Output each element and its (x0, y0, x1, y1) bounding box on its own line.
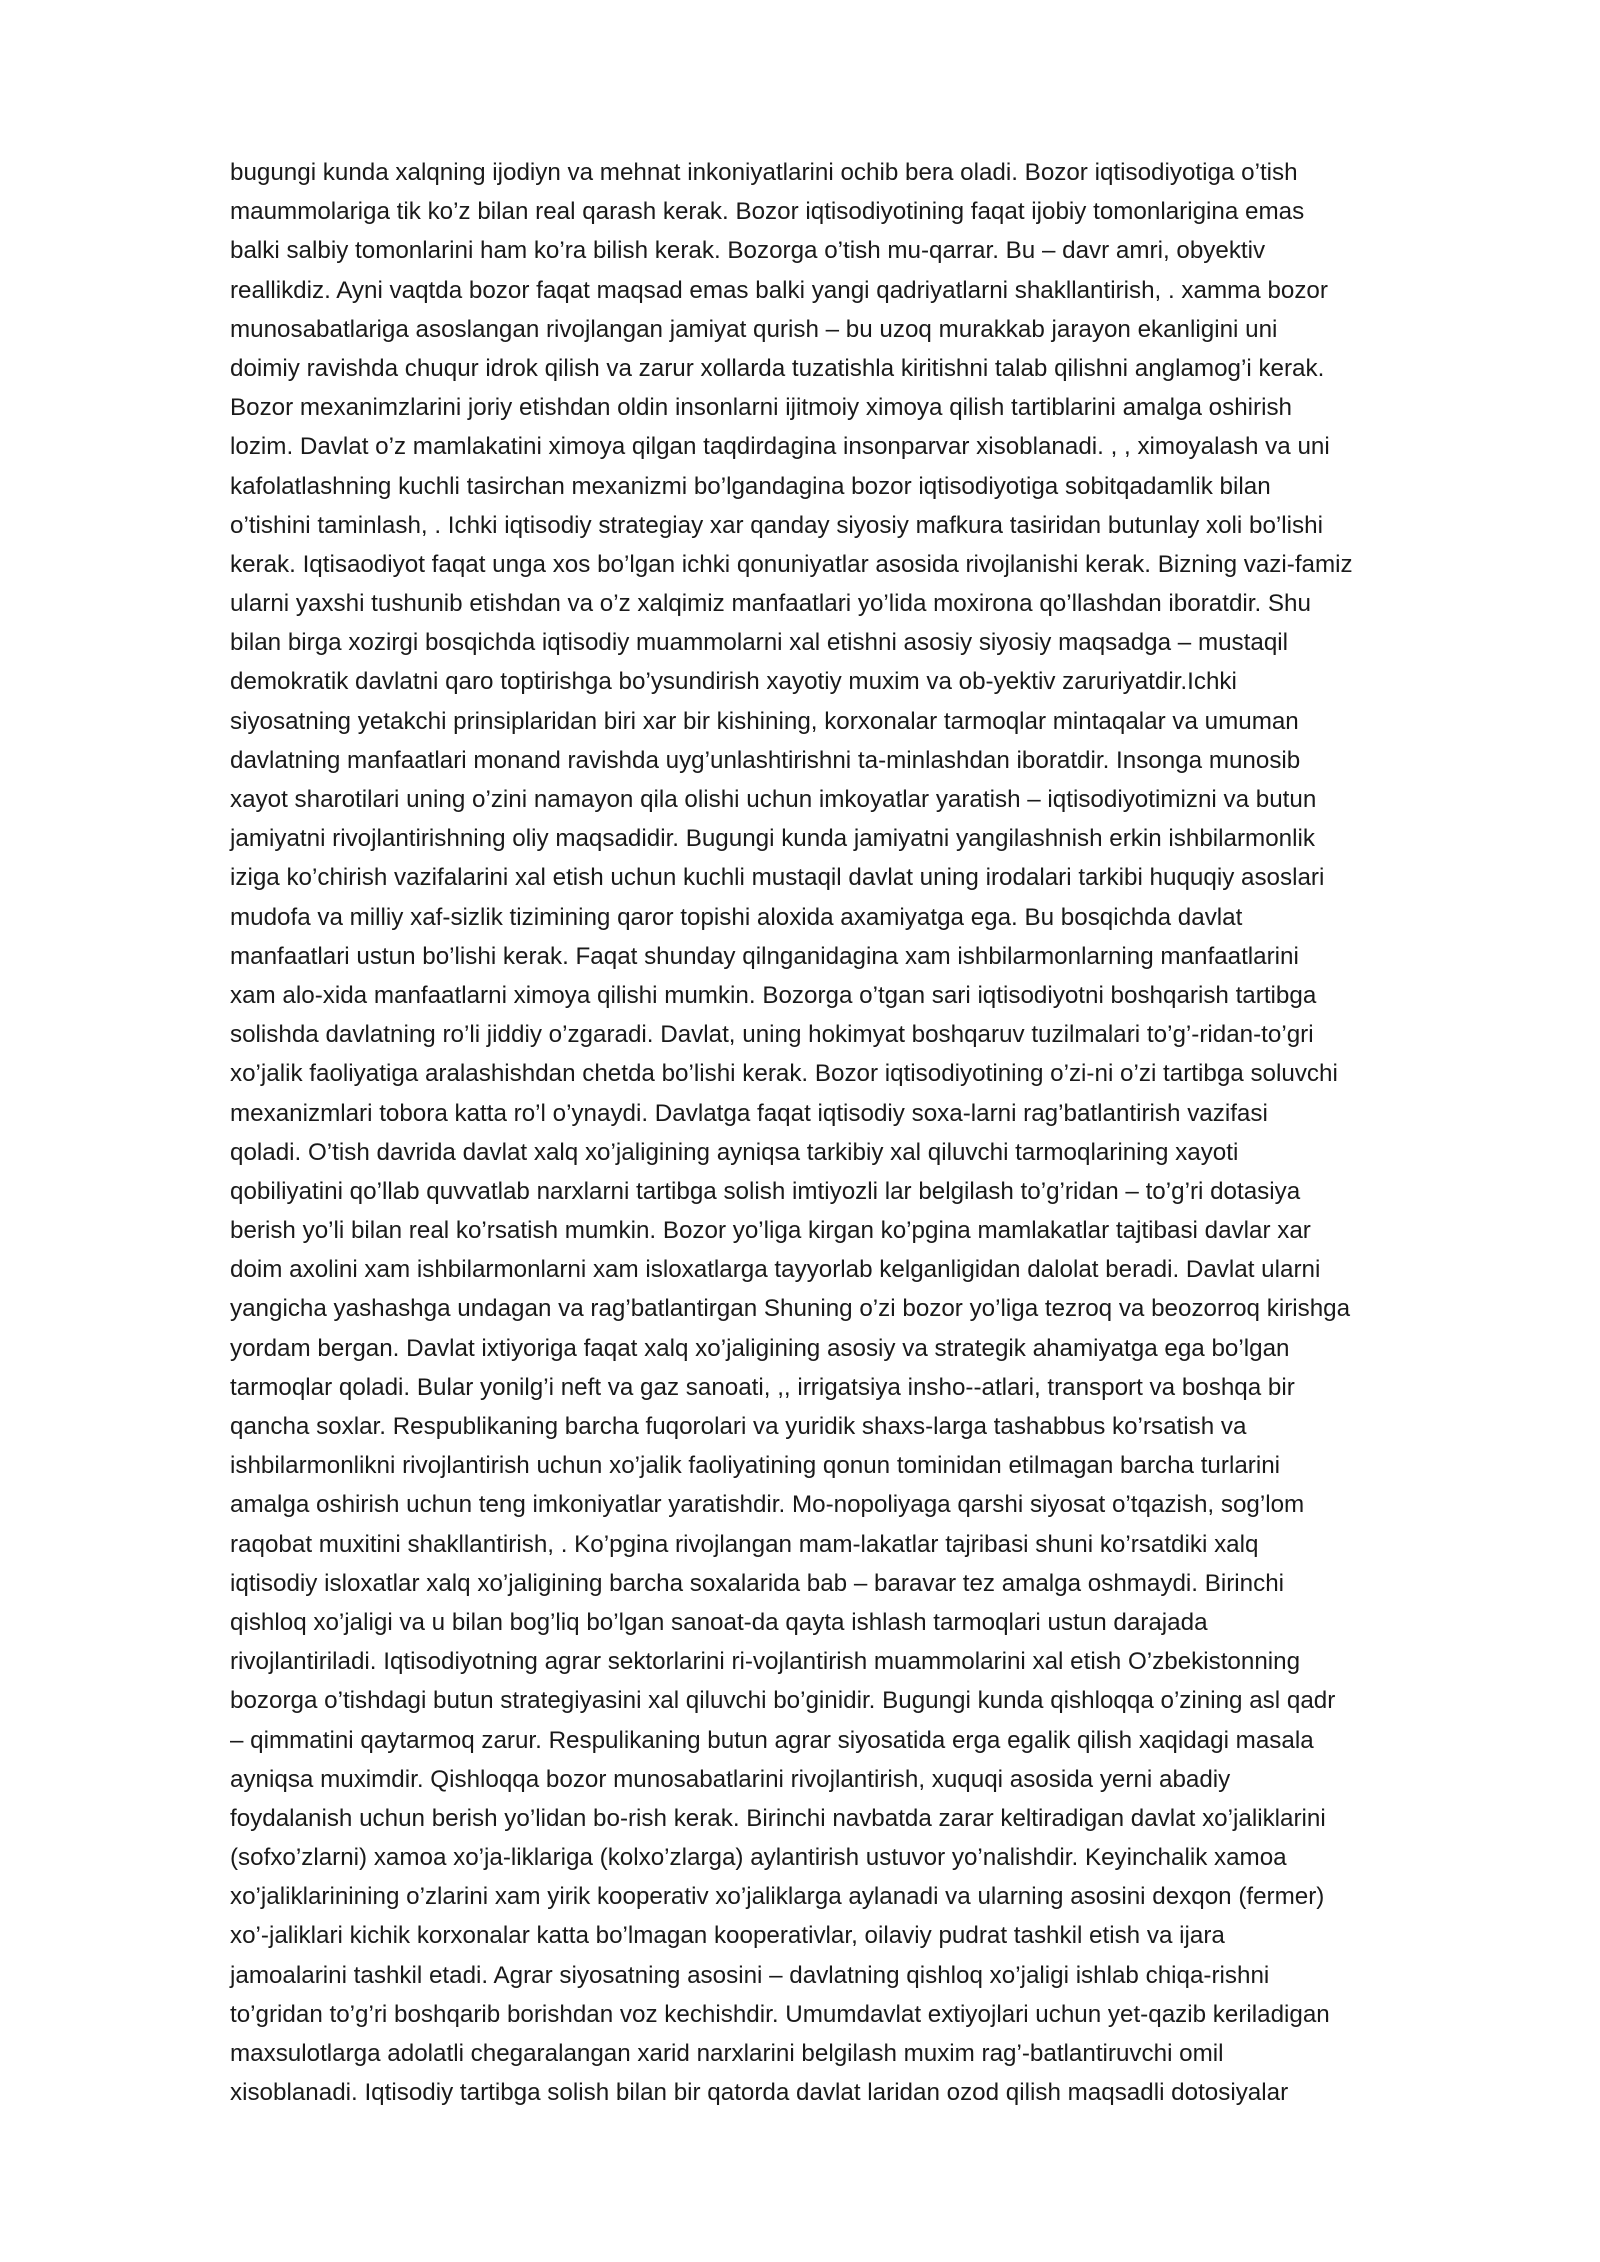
paragraph-line: maummolariga tik ko’z bilan real qarash kerak. Bozor iqtisodiyotining faqat ijobiy tomonlarigina emas (230, 198, 1305, 226)
paragraph-line: ishbilarmonlikni rivojlantirish uchun xo’jalik faoliyatining qonun tominidan etilmagan barcha turlarini (230, 1452, 1281, 1480)
paragraph-line: solishda davlatning ro’li jiddiy o’zgaradi. Davlat, uning hokimyat boshqaruv tuzilmalari to’g’-ridan-to’gri (230, 1021, 1314, 1049)
paragraph-line: tarmoqlar qoladi. Bular yonilg’i neft va gaz sanoati, ,, irrigatsiya insho--atlari, transport va boshqa bir (230, 1373, 1295, 1401)
paragraph-line: xam alo-xida manfaatlarni ximoya qilishi mumkin. Bozorga o’tgan sari iqtisodiyotni boshqarish tartibga (230, 981, 1317, 1009)
paragraph-line: iqtisodiy isloxatlar xalq xo’jaligining barcha soxalarida bab – baravar tez amalga oshmaydi. Birinchi (230, 1569, 1285, 1597)
paragraph-line: lozim. Davlat o’z mamlakatini ximoya qilgan taqdirdagina insonparvar xisoblanadi. , , ximoyalash va uni (230, 433, 1330, 461)
paragraph-line: mudofa va milliy xaf-sizlik tizimining qaror topishi aloxida axamiyatga ega. Bu bosqichda davlat (230, 903, 1243, 931)
paragraph-line: rivojlantiriladi. Iqtisodiyotning agrar sektorlarini ri-vojlantirish muammolarini xal etish O’zbekistonning (230, 1648, 1301, 1676)
paragraph-line: foydalanish uchun berish yo’lidan bo-rish kerak. Birinchi navbatda zarar keltiradigan davlat xo’jaliklarini (230, 1804, 1326, 1832)
paragraph-line: (sofxo’zlarni) xamoa xo’ja-liklariga (kolxo’zlarga) aylantirish ustuvor yo’nalishdir. Keyinchalik xamoa (230, 1844, 1287, 1872)
paragraph-line: qancha soxlar. Respublikaning barcha fuqorolari va yuridik shaxs-larga tashabbus ko’rsatish va (230, 1413, 1247, 1440)
paragraph-line: yordam bergan. Davlat ixtiyoriga faqat xalq xo’jaligining asosiy va strategik ahamiyatga ega bo’lgan (230, 1334, 1290, 1362)
paragraph-line: mexanizmlari tobora katta ro’l o’ynaydi. Davlatga faqat iqtisodiy soxa-larni rag’batlantirish vazifasi (230, 1099, 1268, 1127)
paragraph-line: davlatning manfaatlari monand ravishda uyg’unlashtirishni ta-minlashdan iboratdir. Insonga munosib (230, 746, 1301, 774)
paragraph-line: yangicha yashashga undagan va rag’batlantirgan Shuning o’zi bozor yo’liga tezroq va beozorroq kirishga (230, 1295, 1351, 1323)
paragraph-line: reallikdiz. Ayni vaqtda bozor faqat maqsad emas balki yangi qadriyatlarni shakllantirish, . xamma bozor (230, 276, 1328, 304)
paragraph-line: iziga ko’chirish vazifalarini xal etish uchun kuchli mustaqil davlat uning irodalari tarkibi huquqiy asoslari (230, 864, 1325, 892)
paragraph-line: o’tishini taminlash, . Ichki iqtisodiy strategiay xar qanday siyosiy mafkura tasiridan butunlay xoli bo’lishi (230, 511, 1323, 539)
paragraph-line: xo’jalik faoliyatiga aralashishdan chetda bo’lishi kerak. Bozor iqtisodiyotining o’zi-ni o’zi tartibga soluvchi (230, 1060, 1338, 1088)
paragraph-line: munosabatlariga asoslangan rivojlangan jamiyat qurish – bu uzoq murakkab jarayon ekanligini uni (230, 315, 1278, 343)
paragraph-line: xisoblanadi. Iqtisodiy tartibga solish bilan bir qatorda davlat laridan ozod qilish maqsadli dotosiyalar (230, 2079, 1289, 2107)
paragraph-line: xo’jaliklarinining o’zlarini xam yirik kooperativ xo’jaliklarga aylanadi va ularning asosini dexqon (fermer) (230, 1883, 1325, 1911)
paragraph-line: bugungi kunda xalqning ijodiyn va mehnat inkoniyatlarini ochib bera oladi. Bozor iqtisodiyotiga o’tish (230, 159, 1298, 186)
paragraph-line: doimiy ravishda chuqur idrok qilish va zarur xollarda tuzatishla kiritishni talab qilishni anglamog’i kerak. (230, 354, 1325, 382)
paragraph-line: ayniqsa muximdir. Qishloqqa bozor munosabatlarini rivojlantirish, xuquqi asosida yerni abadiy (230, 1765, 1231, 1793)
paragraph-line: ularni yaxshi tushunib etishdan va o’z xalqimiz manfaatlari yo’lida moxirona qo’llashdan iboratdir. Shu (230, 590, 1311, 618)
paragraph-line: kafolatlashning kuchli tasirchan mexanizmi bo’lgandagina bozor iqtisodiyotiga sobitqadamlik bilan (230, 472, 1271, 500)
paragraph-line: qishloq xo’jaligi va u bilan bog’liq bo’lgan sanoat-da qayta ishlash tarmoqlari ustun darajada (230, 1608, 1208, 1636)
paragraph-line: doim axolini xam ishbilarmonlarni xam isloxatlarga tayyorlab kelganligidan dalolat beradi. Davlat ularni (230, 1256, 1321, 1284)
paragraph-line: qoladi. O’tish davrida davlat xalq xo’jaligining ayniqsa tarkibiy xal qiluvchi tarmoqlarining xayoti (230, 1138, 1239, 1166)
paragraph-line: raqobat muxitini shakllantirish, . Ko’pgina rivojlangan mam-lakatlar tajribasi shuni ko’rsatdiki xalq (230, 1530, 1259, 1558)
paragraph-line: jamiyatni rivojlantirishning oliy maqsadidir. Bugungi kunda jamiyatni yangilashnish erkin ishbilarmonlik (230, 825, 1315, 853)
document-text-body (230, 153, 1485, 2112)
paragraph-line: Bozor mexanimzlarini joriy etishdan oldin insonlarni ijitmoiy ximoya qilish tartiblarini amalga oshirish (230, 394, 1292, 422)
paragraph-line: – qimmatini qaytarmoq zarur. Respulikaning butun agrar siyosatida erga egalik qilish xaqidagi masala (230, 1726, 1314, 1754)
paragraph-line: to’gridan to’g’ri boshqarib borishdan voz kechishdir. Umumdavlat extiyojlari uchun yet-qazib keriladigan (230, 2000, 1330, 2028)
paragraph-line: xayot sharotilari uning o’zini namayon qila olishi uchun imkoyatlar yaratish – iqtisodiyotimizni va butun (230, 786, 1317, 813)
paragraph-line: amalga oshirish uchun teng imkoniyatlar yaratishdir. Mo-nopoliyaga qarshi siyosat o’tqazish, sog’lom (230, 1491, 1305, 1519)
paragraph-line: berish yo’li bilan real ko’rsatish mumkin. Bozor yo’liga kirgan ko’pgina mamlakatlar tajtibasi davlar xar (230, 1217, 1311, 1245)
paragraph-line: demokratik davlatni qaro toptirishga bo’ysundirish xayotiy muxim va ob-yektiv zaruriyatdir.Ichki (230, 668, 1237, 696)
paragraph-line: bilan birga xozirgi bosqichda iqtisodiy muammolarni xal etishni asosiy siyosiy maqsadga – mustaqil (230, 629, 1289, 657)
paragraph-line: manfaatlari ustun bo’lishi kerak. Faqat shunday qilnganidagina xam ishbilarmonlarning manfaatlarini (230, 942, 1299, 970)
paragraph-line: siyosatning yetakchi prinsiplaridan biri xar bir kishining, korxonalar tarmoqlar mintaqalar va umuman (230, 707, 1299, 735)
paragraph-line: balki salbiy tomonlarini ham ko’ra bilish kerak. Bozorga o’tish mu-qarrar. Bu – davr amri, obyektiv (230, 237, 1266, 265)
paragraph-line: bozorga o’tishdagi butun strategiyasini xal qiluvchi bo’ginidir. Bugungi kunda qishloqqa o’zining asl qadr (230, 1687, 1336, 1715)
paragraph-line: qobiliyatini qo’llab quvvatlab narxlarni tartibga solish imtiyozli lar belgilash to’g’ridan – to’g’ri dotasiya (230, 1177, 1301, 1205)
paragraph-line: xo’-jaliklari kichik korxonalar katta bo’lmagan kooperativlar, oilaviy pudrat tashkil etish va ijara (230, 1922, 1225, 1950)
paragraph-line: jamoalarini tashkil etadi. Agrar siyosatning asosini – davlatning qishloq xo’jaligi ishlab chiqa-rishni (230, 1961, 1270, 1989)
paragraph-line: maxsulotlarga adolatli chegaralangan xarid narxlarini belgilash muxim rag’-batlantiruvchi omil (230, 2040, 1224, 2067)
paragraph-line: kerak. Iqtisaodiyot faqat unga xos bo’lgan ichki qonuniyatlar asosida rivojlanishi kerak. Bizning vazi-famiz (230, 550, 1353, 578)
